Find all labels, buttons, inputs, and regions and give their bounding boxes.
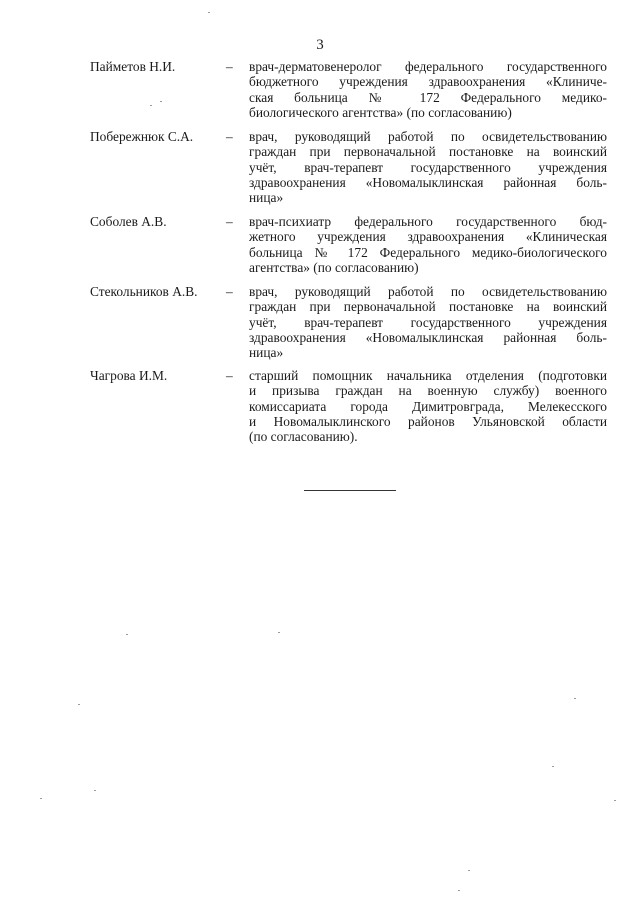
position-line: граждан при первоначальной постановке на воинский <box>249 299 607 315</box>
scan-speck <box>552 766 554 767</box>
scan-speck <box>574 698 576 699</box>
scan-speck <box>208 12 210 13</box>
scan-speck <box>78 704 80 705</box>
separator-dash: – <box>226 129 233 144</box>
scan-speck <box>278 632 280 633</box>
position-line: старший помощник начальника отделения (подготовки <box>249 368 607 383</box>
position-line: и призыва граждан на военную службу) военного <box>249 383 607 399</box>
position-line: учёт, врач-терапевт государственного учреждения <box>249 159 607 175</box>
position-line: граждан при первоначальной постановке на воинский <box>249 144 607 160</box>
scan-speck <box>458 890 460 891</box>
separator-dash: – <box>226 284 233 299</box>
member-name: Чагрова И.М. <box>90 368 168 383</box>
position-line: врач-психиатр федерального государственного бюд- <box>249 214 607 229</box>
member-position <box>249 368 607 444</box>
member-name: Пайметов Н.И. <box>90 59 176 74</box>
scan-speck <box>614 800 616 801</box>
scan-speck <box>40 798 42 799</box>
member-position <box>249 129 607 205</box>
separator-dash: – <box>226 59 233 74</box>
position-line: врач, руководящий работой по освидетельствованию <box>249 129 607 144</box>
member-position <box>249 284 607 360</box>
member-name: Побережнюк С.А. <box>90 129 194 144</box>
position-line: агентства» (по согласованию) <box>249 259 419 275</box>
scan-speck <box>94 790 96 791</box>
member-name: Стекольников А.В. <box>90 284 198 299</box>
position-line: учёт, врач-терапевт государственного учреждения <box>249 314 607 330</box>
position-line: ница» <box>249 345 284 361</box>
position-line: и Новомалыклинского районов Ульяновской области <box>249 413 607 429</box>
position-line: ская больница № 172 Федерального медико- <box>249 89 607 105</box>
position-line: комиссариата города Димитровграда, Мелекесского <box>249 398 607 414</box>
scan-speck <box>150 105 152 106</box>
position-line: врач-дерматовенеролог федерального государственного <box>249 59 607 74</box>
end-of-list-divider <box>304 490 396 491</box>
page-number: 3 <box>316 37 324 53</box>
scan-speck <box>160 101 162 102</box>
member-position <box>249 214 607 275</box>
scan-speck <box>468 870 470 871</box>
position-line: ница» <box>249 190 284 206</box>
separator-dash: – <box>226 368 233 383</box>
member-name: Соболев А.В. <box>90 214 167 229</box>
member-position <box>249 59 607 120</box>
position-line: здравоохранения «Новомалыклинская районная боль- <box>249 329 607 345</box>
position-line: жетного учреждения здравоохранения «Клиническая <box>249 229 607 245</box>
separator-dash: – <box>226 214 233 229</box>
position-line: больница № 172 Федерального медико-биологического <box>249 244 607 260</box>
position-line: биологического агентства» (по согласованию) <box>249 104 512 120</box>
scan-speck <box>126 634 128 635</box>
position-line: врач, руководящий работой по освидетельствованию <box>249 284 607 299</box>
position-line: (по согласованию). <box>249 429 358 445</box>
position-line: бюджетного учреждения здравоохранения «Клиниче- <box>249 74 607 90</box>
position-line: здравоохранения «Новомалыклинская районная боль- <box>249 174 607 190</box>
